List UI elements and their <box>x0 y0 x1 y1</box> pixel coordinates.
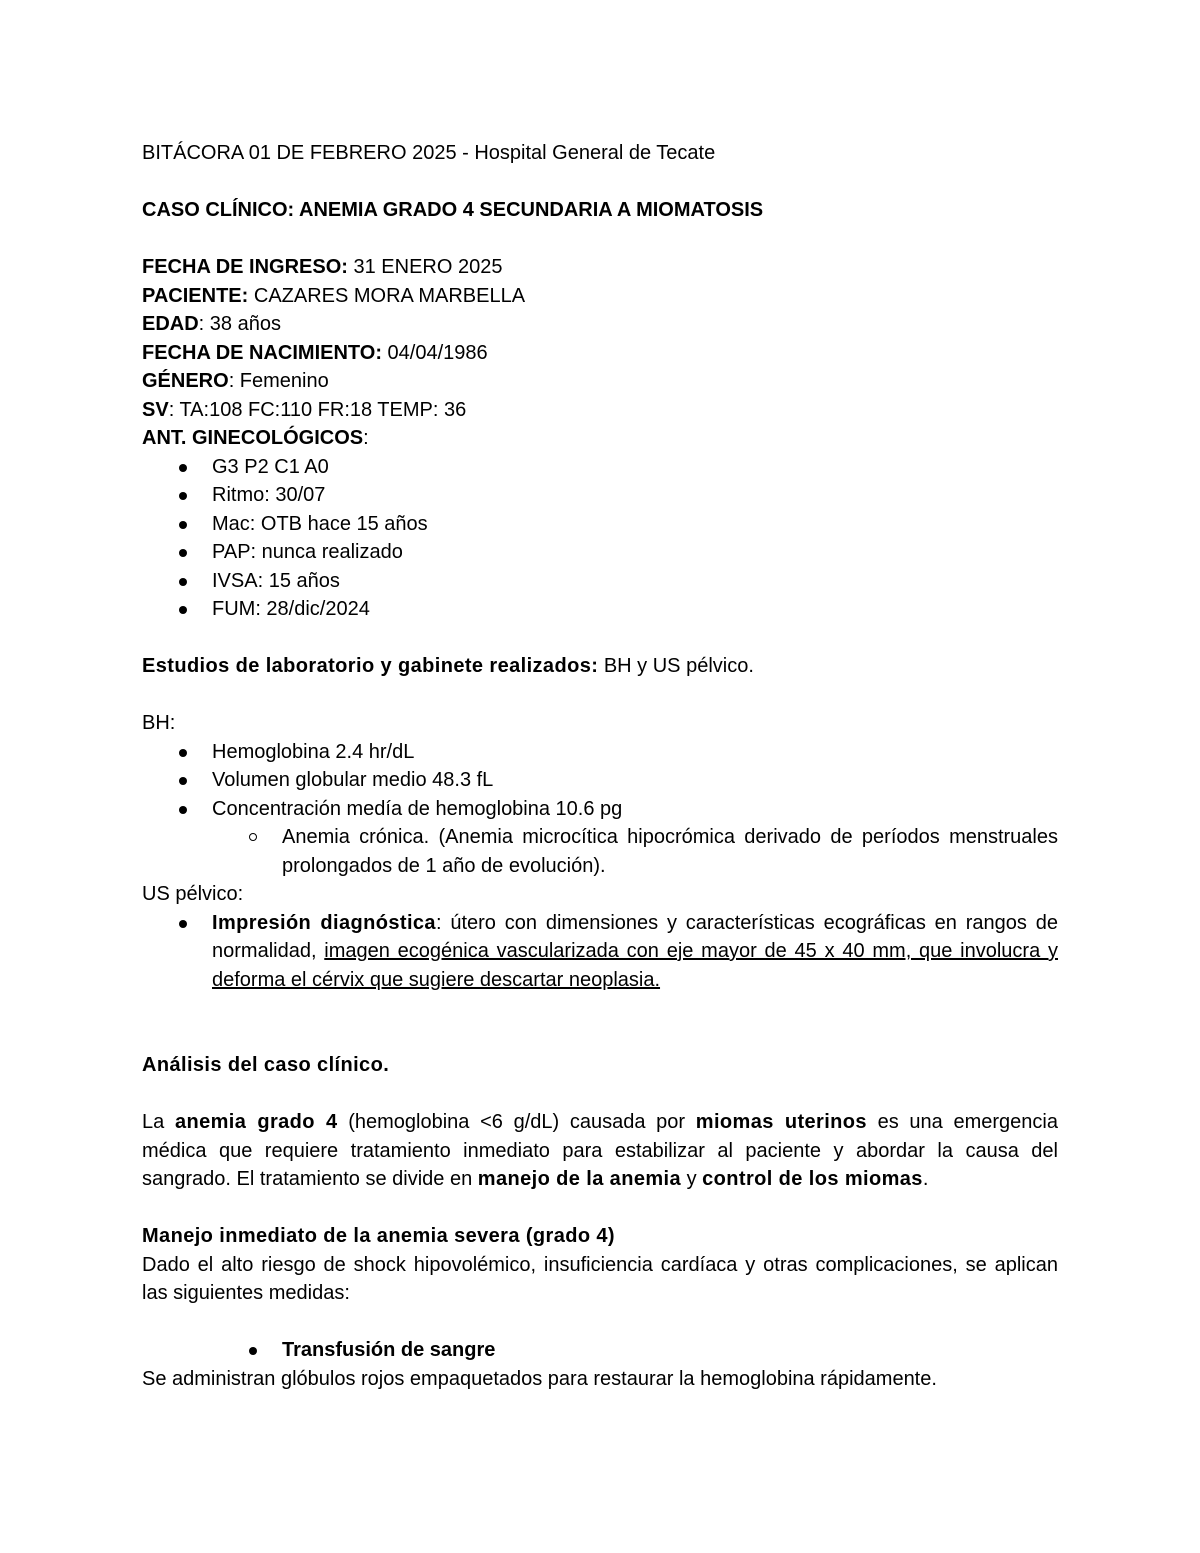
us-heading: US pélvico: <box>142 883 244 905</box>
list-item: Transfusión de sangre <box>142 1336 1058 1365</box>
vital-signs: SV: TA:108 FC:110 FR:18 TEMP: 36 <box>142 398 467 421</box>
list-item: Concentración medía de hemoglobina 10.6 pg <box>142 795 1058 824</box>
gyn-history-heading: ANT. GINECOLÓGICOS: <box>142 427 369 449</box>
bh-results-list <box>142 738 1058 824</box>
list-item: FUM: 28/dic/2024 <box>142 595 1058 624</box>
analysis-title: Análisis del caso clínico. <box>142 1054 390 1076</box>
bh-heading: BH: <box>142 712 176 734</box>
list-item: Mac: OTB hace 15 años <box>142 510 1058 539</box>
list-item: Hemoglobina 2.4 hr/dL <box>142 738 1058 767</box>
gyn-history-list <box>142 453 1058 624</box>
analysis-paragraph: La anemia grado 4 (hemoglobina <6 g/dL) causada por miomas uterinos es una emergencia médica que requiere tratamiento inmediato para estabilizar al paciente y abordar la causa del sangrado. El tratamiento se divide en manejo de la anemia y control de los miomas. <box>142 1111 1058 1190</box>
list-item: Ritmo: 30/07 <box>142 481 1058 510</box>
studies-line: Estudios de laboratorio y gabinete realizados: BH y US pélvico. <box>142 655 754 677</box>
birth-date: FECHA DE NACIMIENTO: 04/04/1986 <box>142 341 488 364</box>
document-body <box>142 139 1058 1393</box>
management-title: Manejo inmediato de la anemia severa (grado 4) <box>142 1225 615 1247</box>
admission-date: FECHA DE INGRESO: 31 ENERO 2025 <box>142 256 503 278</box>
list-item: G3 P2 C1 A0 <box>142 453 1058 482</box>
bh-sublist <box>142 823 1058 880</box>
transfusion-text: Se administran glóbulos rojos empaquetados para restaurar la hemoglobina rápidamente. <box>142 1367 937 1390</box>
measures-list <box>142 1336 1058 1365</box>
patient-gender: GÉNERO: Femenino <box>142 370 329 392</box>
log-title: BITÁCORA 01 DE FEBRERO 2025 - Hospital General de Tecate <box>142 142 716 164</box>
patient-name: PACIENTE: CAZARES MORA MARBELLA <box>142 284 526 307</box>
patient-age: EDAD: 38 años <box>142 313 281 335</box>
us-results-list <box>142 909 1058 995</box>
list-item: IVSA: 15 años <box>142 567 1058 596</box>
list-subitem: Anemia crónica. (Anemia microcítica hipocrómica derivado de períodos menstruales prolongados de 1 año de evolución). <box>142 823 1058 880</box>
case-title: CASO CLÍNICO: ANEMIA GRADO 4 SECUNDARIA A MIOMATOSIS <box>142 199 764 221</box>
management-text: Dado el alto riesgo de shock hipovolémico, insuficiencia cardíaca y otras complicaciones, se aplican las siguientes medidas: <box>142 1253 1058 1304</box>
list-item: PAP: nunca realizado <box>142 538 1058 567</box>
list-item: Volumen globular medio 48.3 fL <box>142 766 1058 795</box>
list-item: Impresión diagnóstica: útero con dimensiones y características ecográficas en rangos de normalidad, imagen ecogénica vascularizada con eje mayor de 45 x 40 mm, que involucra y deforma el cérvix que sugiere descartar neoplasia. <box>142 909 1058 995</box>
